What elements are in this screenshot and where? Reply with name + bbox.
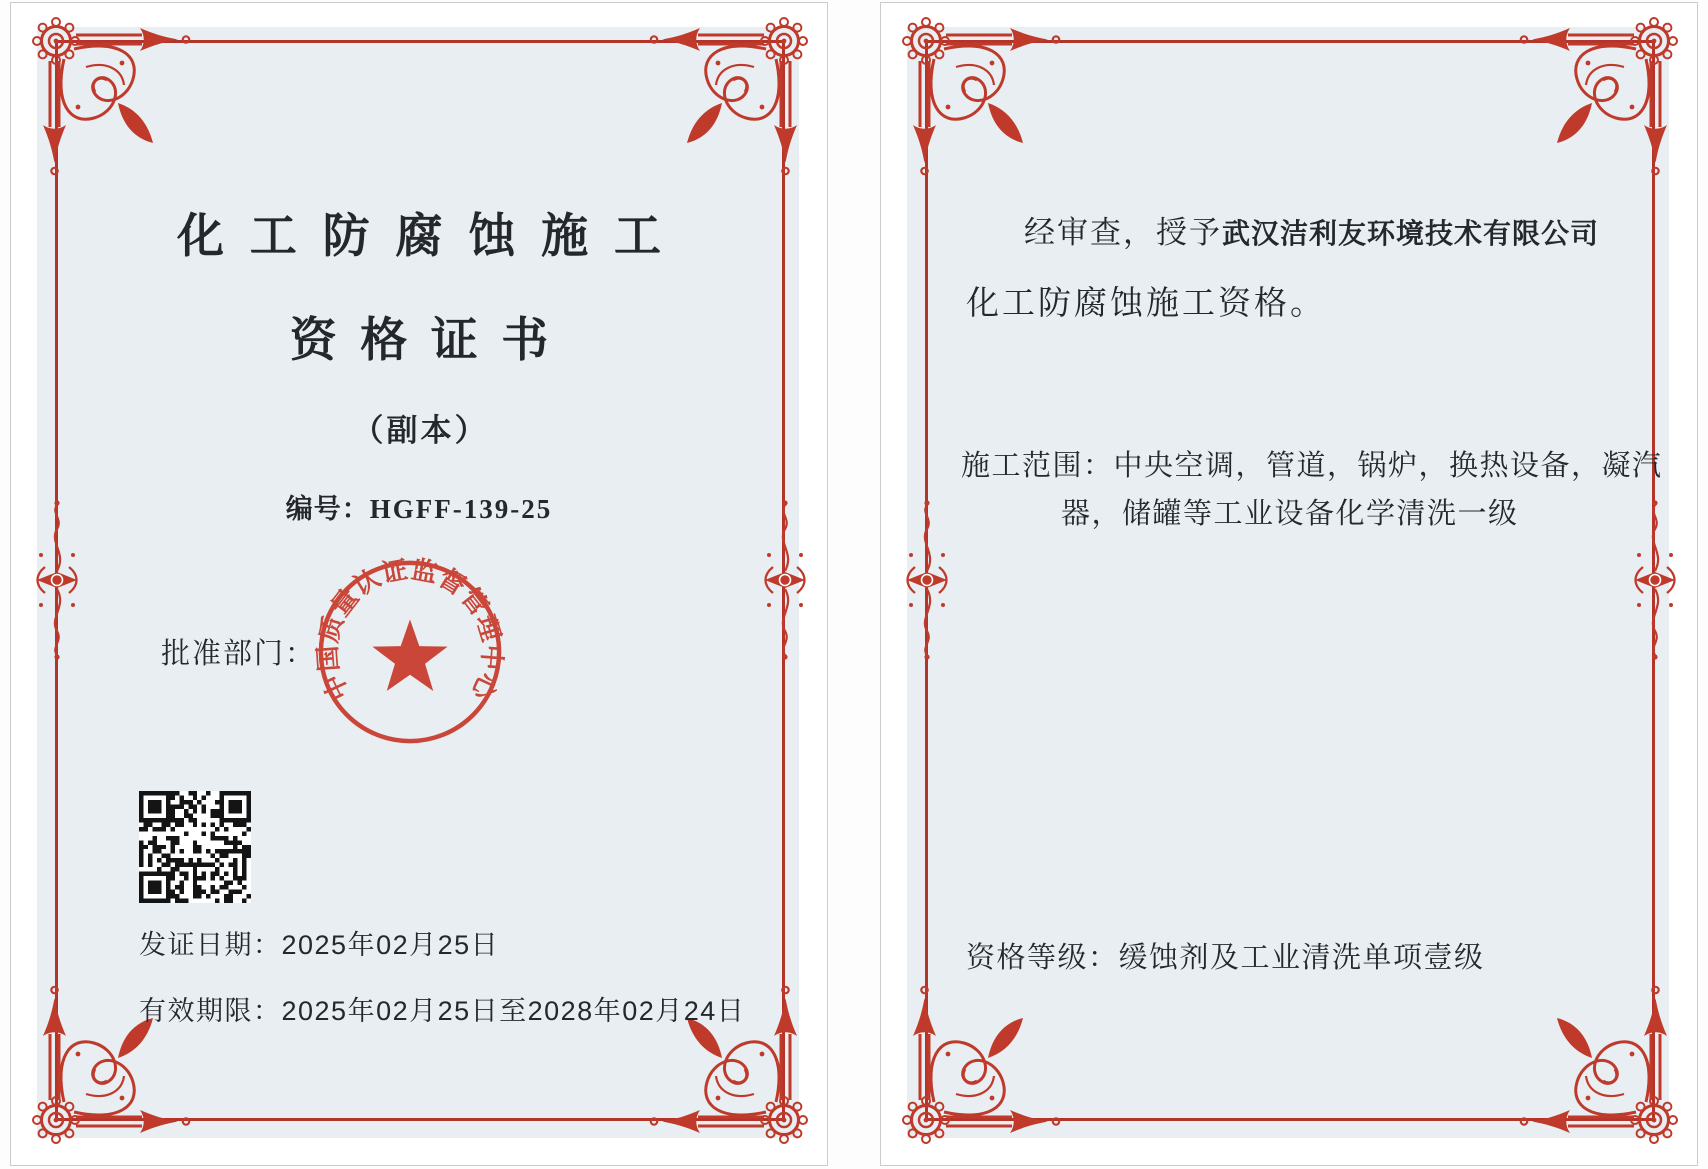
serial-number-row bbox=[11, 487, 827, 526]
issue-date-row bbox=[139, 923, 499, 962]
award-statement-line1 bbox=[966, 207, 1652, 252]
corner-flourish-icon bbox=[1514, 980, 1684, 1150]
award-statement-prefix: 经审查，授予 bbox=[1024, 215, 1222, 250]
qualification-grade-label: 资格等级： bbox=[966, 942, 1119, 974]
issue-date-label: 发证日期： bbox=[139, 930, 282, 960]
company-name: 武汉洁利友环境技术有限公司 bbox=[1222, 218, 1600, 249]
corner-flourish-icon bbox=[644, 11, 814, 181]
validity-period-value: 2025年02月25日至2028年02月24日 bbox=[281, 996, 746, 1026]
validity-period-label: 有效期限： bbox=[139, 996, 282, 1026]
qualification-grade-value: 缓蚀剂及工业清洗单项壹级 bbox=[1118, 942, 1485, 974]
certificate-title-line2: 资格证书 bbox=[289, 313, 572, 366]
construction-scope-label: 施工范围： bbox=[961, 450, 1114, 482]
edge-flourish-icon bbox=[1625, 495, 1685, 665]
award-statement-line2: 化工防腐蚀施工资格。 bbox=[966, 284, 1326, 321]
serial-number-value: HGFF-139-25 bbox=[369, 494, 553, 524]
corner-flourish-icon bbox=[26, 11, 196, 181]
certificate-page-left bbox=[10, 2, 828, 1166]
construction-scope-row bbox=[961, 443, 1663, 484]
construction-scope-line1: 中央空调，管道，锅炉，换热设备，凝汽 bbox=[1113, 450, 1663, 482]
validity-period-row bbox=[139, 989, 745, 1028]
corner-flourish-icon bbox=[1514, 11, 1684, 181]
seal-text: 中国质量认证监督管理中心 bbox=[314, 555, 506, 705]
approval-department-label: 批准部门： bbox=[161, 638, 317, 670]
qualification-grade-row bbox=[966, 935, 1485, 976]
certificate-title-line1: 化工防腐蚀施工 bbox=[176, 209, 687, 262]
issue-date-value: 2025年02月25日 bbox=[281, 930, 500, 960]
edge-flourish-icon bbox=[897, 495, 957, 665]
official-seal bbox=[311, 553, 509, 751]
qr-code bbox=[139, 791, 251, 903]
certificate-page-right bbox=[880, 2, 1698, 1166]
serial-number-label: 编号： bbox=[285, 494, 370, 524]
corner-flourish-icon bbox=[896, 11, 1066, 181]
construction-scope-line2: 器，储罐等工业设备化学清洗一级 bbox=[1061, 498, 1519, 530]
seal-star-icon bbox=[372, 619, 447, 691]
corner-flourish-icon bbox=[896, 980, 1066, 1150]
certificate-subtitle: （副本） bbox=[352, 413, 489, 448]
